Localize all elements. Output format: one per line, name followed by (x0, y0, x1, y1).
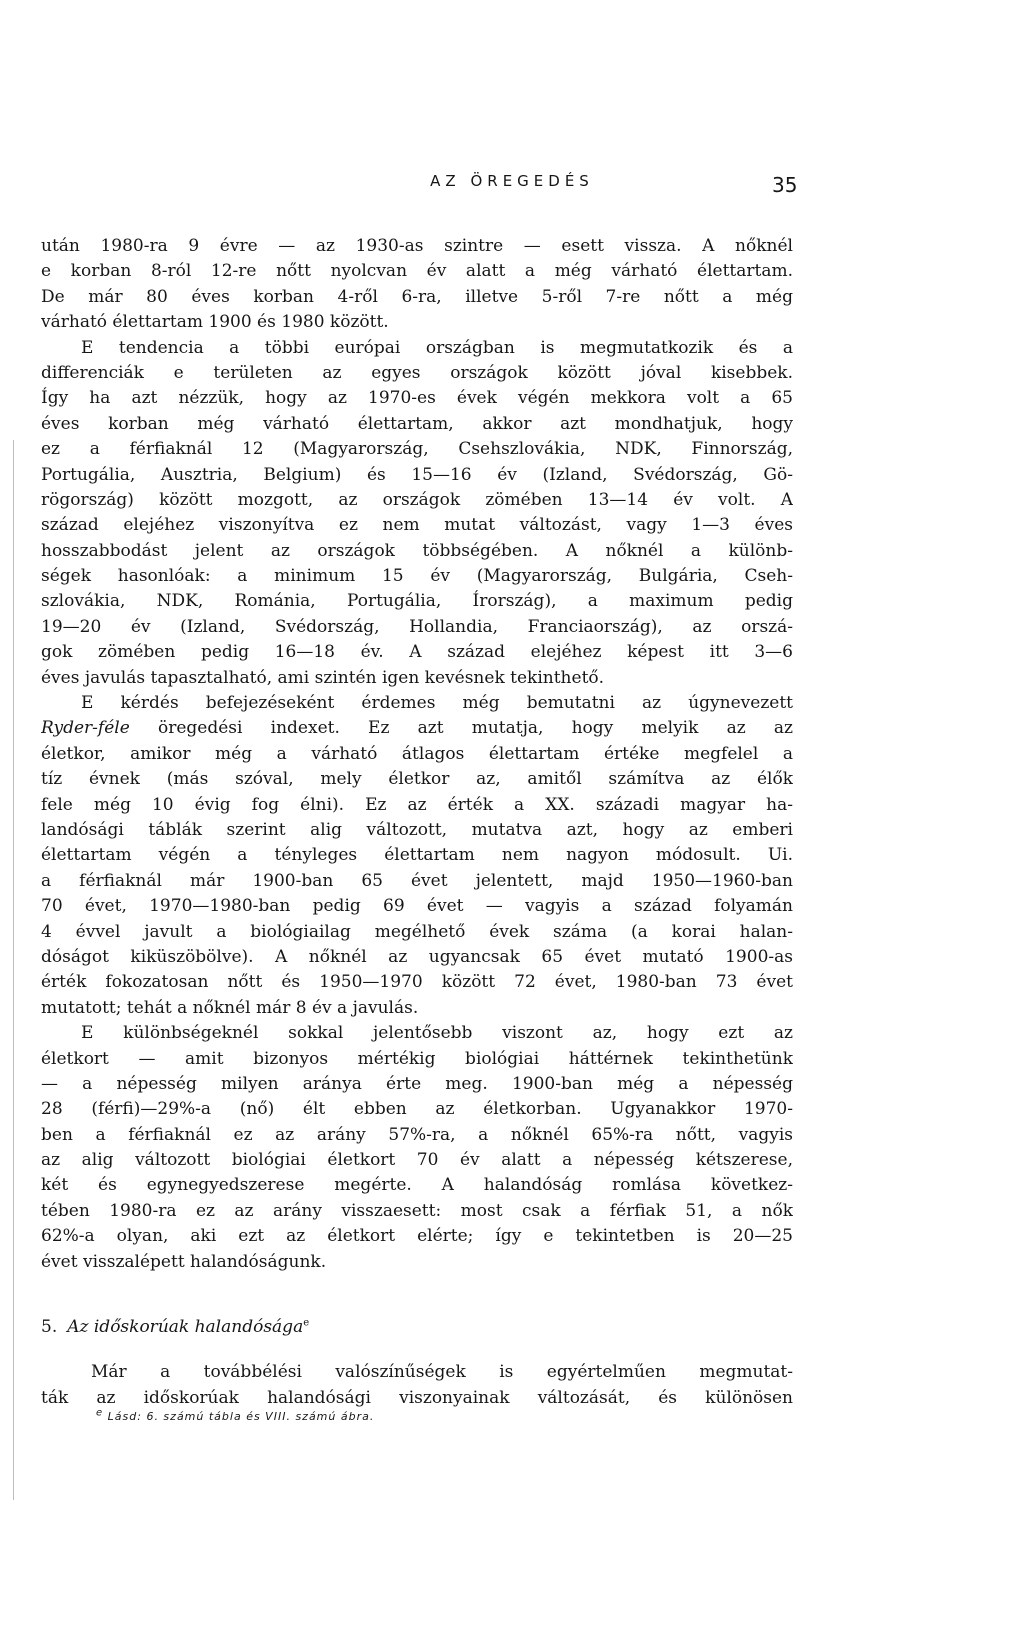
scan-margin-line (13, 440, 14, 1500)
text-line: E kérdés befejezéseként érdemes még bemutatni az úgynevezett (81, 693, 793, 714)
text-line: 70 évet, 1970—1980-ban pedig 69 évet — vagyis a század folyamán (41, 896, 793, 917)
section-spacer (41, 1275, 793, 1315)
text-line: — a népesség milyen aránya érte meg. 1900-ban még a népesség (41, 1073, 793, 1094)
text-line: ben a férfiaknál ez az arány 57%-ra, a nőknél 65%-ra nőtt, vagyis (41, 1124, 793, 1145)
text-line: fele még 10 évig fog élni). Ez az érték a XX. századi magyar ha- (41, 794, 793, 815)
footnote-text: Lásd: 6. számú tábla és VIII. számú ábra. (107, 1410, 375, 1423)
text-line: tíz évnek (más szóval, mely életkor az, amitől számítva az élők (41, 769, 793, 790)
text-line: Így ha azt nézzük, hogy az 1970-es évek végén mekkora volt a 65 (41, 388, 793, 409)
text-line: 62%-a olyan, aki ezt az életkort elérte; így e tekintetben is 20—25 (41, 1226, 793, 1247)
footnote-ref: e (303, 1317, 310, 1329)
text-line: dóságot kiküszöbölve). A nőknél az ugyancsak 65 évet mutató 1900-as (41, 946, 793, 967)
section-spacer (41, 1340, 793, 1360)
text-line: hosszabbodást jelent az országok többségében. A nőknél a különb- (41, 540, 793, 561)
text-line: ták az időskorúak halandósági viszonyainak változását, és különösen (41, 1387, 793, 1408)
text-line: E különbségeknél sokkal jelentősebb viszont az, hogy ezt az (81, 1023, 793, 1044)
footnote-marker: e (96, 1407, 104, 1419)
text-line-ryder (41, 716, 793, 741)
text-line: az alig változott biológiai életkort 70 év alatt a népesség kétszerese, (41, 1150, 793, 1171)
text-line: E tendencia a többi európai országban is megmutatkozik és a (81, 337, 793, 358)
text-line: szlovákia, NDK, Románia, Portugália, Írország), a maximum pedig (41, 591, 793, 612)
text-line: rögország) között mozgott, az országok zömében 13—14 év volt. A (41, 489, 793, 510)
text-line: érték fokozatosan nőtt és 1950—1970 között 72 évet, 1980-ban 73 évet (41, 972, 793, 993)
text-line: Portugália, Ausztria, Belgium) és 15—16 év (Izland, Svédország, Gö- (41, 464, 793, 485)
text-line: De már 80 éves korban 4-ről 6-ra, illetve 5-ről 7-re nőtt a még (41, 286, 793, 307)
text-line: mutatott; tehát a nőknél már 8 év a javulás. (41, 997, 419, 1018)
text-line: várható élettartam 1900 és 1980 között. (41, 312, 389, 333)
text-line: éves javulás tapasztalható, ami szintén igen kevésnek tekinthető. (41, 667, 605, 688)
text-line: tében 1980-ra ez az arány visszaesett: most csak a férfiak 51, a nők (41, 1200, 793, 1221)
text-line: ségek hasonlóak: a minimum 15 év (Magyarország, Bulgária, Cseh- (41, 566, 793, 587)
running-title: AZ ÖREGEDÉS (430, 172, 594, 190)
text-line: után 1980-ra 9 évre — az 1930-as szintre — esett vissza. A nőknél (41, 236, 793, 256)
text-line: Már a továbbélési valószínűségek is egyértelműen megmutat- (91, 1362, 793, 1383)
text-line: gok zömében pedig 16—18 év. A század elejéhez képest itt 3—6 (41, 642, 793, 663)
text-line: élettartam végén a tényleges élettartam nem nagyon módosult. Ui. (41, 845, 793, 866)
footnote (96, 1407, 375, 1423)
text-line: életkor, amikor még a várható átlagos élettartam értéke megfelel a (41, 743, 793, 764)
text-line: differenciák e területen az egyes országok között jóval kisebbek. (41, 362, 793, 383)
text-line: század elejéhez viszonyítva ez nem mutat változást, vagy 1—3 éves (41, 515, 793, 536)
text-line: e korban 8-ról 12-re nőtt nyolcvan év alatt a még várható élettartam. (41, 261, 793, 282)
text-line-rest: öregedési indexet. Ez azt mutatja, hogy melyik az az (157, 718, 793, 739)
text-line: landósági táblák szerint alig változott, mutatva azt, hogy az emberi (41, 819, 793, 840)
text-line: 28 (férfi)—29%-a (nő) élt ebben az életkorban. Ugyanakkor 1970- (41, 1099, 793, 1120)
text-line: életkort — amit bizonyos mértékig biológiai háttérnek tekinthetünk (41, 1048, 793, 1069)
text-line: ez a férfiaknál 12 (Magyarország, Csehszlovákia, NDK, Finnország, (41, 439, 793, 460)
text-line: a férfiaknál már 1900-ban 65 évet jelentett, majd 1950—1960-ban (41, 870, 793, 891)
section-heading (41, 1315, 793, 1340)
text-line: 4 évvel javult a biológiailag megélhető évek száma (a korai halan- (41, 921, 793, 942)
text-line: két és egynegyedszerese megérte. A halandóság romlása következ- (41, 1175, 793, 1196)
text-line: évet visszalépett halandóságunk. (41, 1251, 327, 1272)
page-number: 35 (772, 173, 798, 197)
ryder-term: Ryder-féle (41, 718, 130, 739)
section-number: 5. (41, 1317, 58, 1338)
text-line: 19—20 év (Izland, Svédország, Hollandia, Franciaország), az orszá- (41, 616, 793, 637)
section-title: Az időskorúak halandósága (67, 1317, 304, 1338)
body-text (41, 234, 793, 1411)
text-line: éves korban még várható élettartam, akkor azt mondhatjuk, hogy (41, 413, 793, 434)
